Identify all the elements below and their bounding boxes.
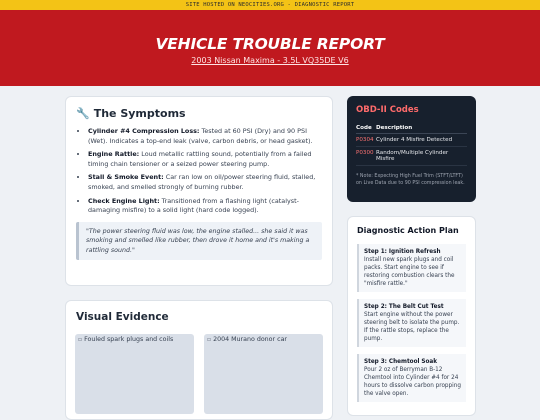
- description-cell: Cylinder 4 Misfire Detected: [376, 134, 467, 147]
- table-row: [356, 147, 467, 166]
- step-title: Step 3: Chemtool Soak: [364, 359, 438, 365]
- step-text: Install new spark plugs and coil packs. Start engine to see if restoring combustion clears the "misfire rattle.": [364, 257, 455, 287]
- broken-image-icon: ▫: [207, 336, 212, 343]
- obd-heading: OBD-II Codes: [356, 105, 419, 115]
- symptoms-card: [65, 96, 333, 286]
- list-item: [88, 173, 322, 192]
- symptom-label: Engine Rattle:: [88, 150, 140, 159]
- wrench-icon: 🔧: [76, 107, 90, 120]
- symptom-label: Cylinder #4 Compression Loss:: [88, 127, 200, 135]
- list-item: [88, 150, 322, 169]
- list-item: [88, 197, 322, 216]
- owner-quote: "The power steering fluid was low, the engine stalled... she said it was smoking and smelled like rubber, then drove it home and it's making a rattling sound.": [76, 222, 322, 260]
- symptom-label: Check Engine Light:: [88, 196, 160, 205]
- obd-codes-card: [347, 96, 476, 202]
- hosting-banner: SITE HOSTED ON NEOCITIES.ORG - DIAGNOSTIC REPORT: [0, 0, 540, 10]
- action-plan-heading: Diagnostic Action Plan: [357, 226, 459, 235]
- symptom-label: Stall & Smoke Event:: [88, 173, 164, 182]
- step-title: Step 1: Ignition Refresh: [364, 249, 441, 255]
- symptoms-title: The Symptoms: [93, 107, 186, 120]
- table-header-row: [356, 123, 467, 134]
- step-title: Step 2: The Belt Cut Test: [364, 304, 444, 310]
- symptoms-heading: [76, 107, 322, 120]
- plan-step: [357, 354, 466, 402]
- vehicle-link[interactable]: 2003 Nissan Maxima - 3.5L VQ35DE V6: [191, 56, 349, 65]
- broken-image-icon: ▫: [78, 336, 83, 343]
- donor-car-image: [204, 334, 323, 414]
- symptom-text: Loud metallic rattling sound, potentially from a failed timing chain tensioner or a seized power steering pump.: [88, 150, 312, 168]
- description-cell: Random/Multiple Cylinder Misfire: [376, 147, 467, 166]
- table-row: [356, 134, 467, 147]
- symptoms-list: [76, 127, 322, 216]
- action-plan-card: [347, 216, 476, 416]
- step-text: Pour 2 oz of Berryman B-12 Chemtool into Cylinder #4 for 24 hours to dissolve carbon propping the valve open.: [364, 367, 461, 397]
- symptom-text: Transitioned from a flashing light (catalyst-damaging misfire) to a solid light (hard code logged).: [88, 196, 299, 215]
- symptom-text: Car ran low on oil/power steering fluid, stalled, smoked, and smelled strongly of burning rubber.: [88, 173, 316, 191]
- list-item: [88, 127, 322, 146]
- symptom-text: Tested at 60 PSI (Dry) and 90 PSI (Wet). Indicates a top-end leak (valve, carbon debris, or head gasket).: [88, 127, 313, 145]
- column-header: Description: [376, 123, 467, 134]
- obd-table: [356, 123, 467, 166]
- visual-evidence-heading: Visual Evidence: [76, 311, 169, 323]
- step-text: Start engine without the power steering belt to isolate the pump. If the rattle stops, replace the pump.: [364, 312, 460, 342]
- spark-plugs-image: [75, 334, 194, 414]
- code-cell: P0304: [356, 134, 376, 147]
- obd-note: * Note: Expecting High Fuel Trim (STFT/LTFT) on Live Data due to 90 PSI compression leak.: [356, 174, 465, 186]
- plan-step: [357, 244, 466, 292]
- column-header: Code: [356, 123, 376, 134]
- image-alt-text: Fouled spark plugs and coils: [84, 336, 174, 343]
- image-alt-text: 2004 Murano donor car: [213, 336, 288, 343]
- page-title: VEHICLE TROUBLE REPORT: [155, 35, 385, 53]
- plan-step: [357, 299, 466, 347]
- header: [0, 10, 540, 86]
- visual-evidence-card: [65, 300, 333, 420]
- code-cell: P0300: [356, 147, 376, 166]
